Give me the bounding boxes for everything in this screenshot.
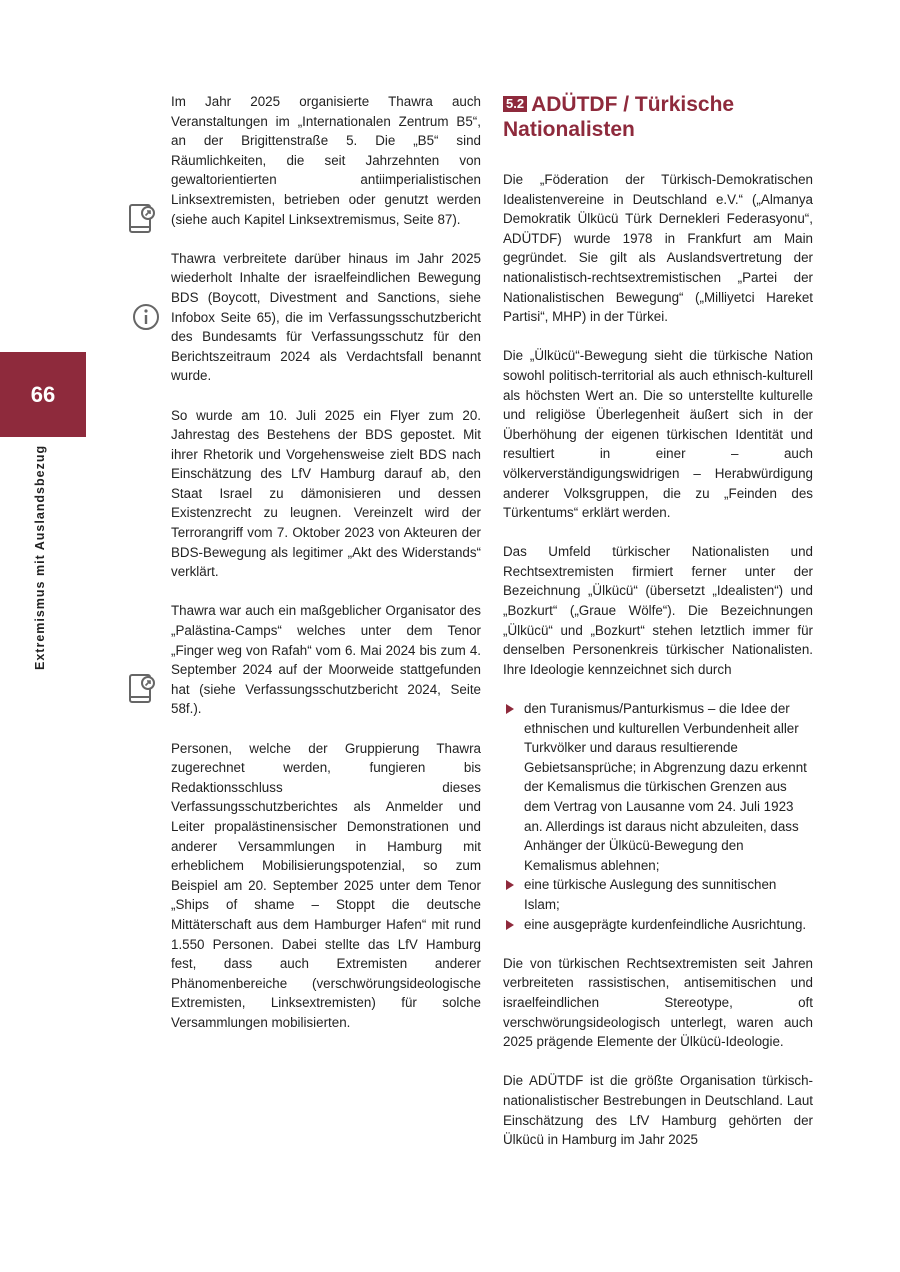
section-heading: [503, 92, 813, 142]
paragraph: Das Umfeld türkischer Nationalisten und Rechtsextremisten firmiert ferner unter der Bezeichnung „Ülkücü“ (übersetzt „Idealisten“) und „Bozkurt“ („Graue Wölfe“). Die Bezeichnungen „Ülkücü“ und „Bozkurt“ stehen letztlich immer für denselben Personenkreis türkischer Nationalisten. Ihre Ideologie kennzeichnet sich durch: [503, 544, 813, 677]
paragraph: Die „Ülkücü“-Bewegung sieht die türkische Nation sowohl politisch-territorial als auch ethnisch-kulturell als höchsten Wert an. Die so unterstellte kulturelle und religiöse Überlegenheit äußert sich in der Überhöhung der eigenen türkischen Identität und resultiert in einer – auch völkerverständigungswidrigen – Herabwürdigung anderer Volksgruppen, die zu „Feinden des Türkentums“ erklärt werden.: [503, 348, 813, 521]
section-title: ADÜTDF / Türkische Nationalisten: [503, 93, 735, 141]
book-reference-icon: [127, 203, 157, 233]
left-column: [171, 92, 481, 1052]
list-item: eine türkische Auslegung des sunnitischen Islam;: [503, 875, 813, 914]
paragraph: Thawra war auch ein maßgeblicher Organisator des „Palästina-Camps“ welches unter dem Tenor „Finger weg von Rafah“ vom 6. Mai 2024 bis zum 4. September 2024 auf der Moorweide stattgefunden hat (siehe Verfassungsschutzbericht 2024, Seite 58f.).: [171, 603, 481, 717]
chapter-side-label: Extremismus mit Auslandsbezug: [33, 444, 47, 670]
list-item: den Turanismus/Panturkismus – die Idee der ethnischen und kulturellen Verbundenheit aller Turkvölker und daraus resultierende Gebietsansprüche; in Abgrenzung dazu erkennt der Kemalismus die türkischen Grenzen aus dem Vertrag von Lausanne vom 24. Juli 1923 an. Allerdings ist daraus nicht abzuleiten, dass Anhänger der Ülkücü-Bewegung den Kemalismus ablehnen;: [503, 699, 813, 875]
info-icon: [131, 302, 161, 332]
paragraph: Die ADÜTDF ist die größte Organisation türkisch-nationalistischer Bestrebungen in Deutschland. Laut Einschätzung des LfV Hamburg gehörten der Ülkücü in Hamburg im Jahr 2025: [503, 1073, 813, 1148]
section-number-badge: 5.2: [503, 96, 527, 112]
ideology-bullet-list: [503, 699, 813, 934]
page-number: 66: [30, 381, 56, 407]
paragraph: Thawra verbreitete darüber hinaus im Jahr 2025 wiederholt Inhalte der israelfeindlichen Bewegung BDS (Boycott, Divestment and Sanctions, siehe Infobox Seite 65), die im Verfassungsschutzbericht des Bundesamts für Verfassungsschutz für den Berichtszeitraum 2024 als Verdachtsfall benannt wurde.: [171, 250, 481, 384]
list-item: eine ausgeprägte kurdenfeindliche Ausrichtung.: [503, 915, 813, 935]
page-number-tab: [0, 352, 86, 437]
book-reference-icon: [127, 673, 157, 703]
paragraph: Die von türkischen Rechtsextremisten seit Jahren verbreiteten rassistischen, antisemitischen und israelfeindlichen Stereotype, oft verschwörungsideologisch unterlegt, waren auch 2025 prägende Elemente der Ülkücü-Ideologie.: [503, 955, 813, 1050]
paragraph: Personen, welche der Gruppierung Thawra zugerechnet werden, fungieren bis Redaktionsschluss dieses Verfassungsschutzberichtes als Anmelder und Leiter propalästinensischer Demonstrationen und anderer Versammlungen in Hamburg mit erheblichem Mobilisierungspotenzial, so zum Beispiel am 20. September 2025 unter dem Tenor „Ships of shame – Stoppt die deutsche Mittäterschaft aus dem Hamburger Hafen“ mit rund 1.550 Personen. Dabei stellte das LfV Hamburg fest, dass auch Extremisten anderer Phänomenbereiche (verschwörungsideologische Extremisten, Linksextremisten) für solche Versammlungen mobilisierten.: [171, 740, 481, 1030]
paragraph: Im Jahr 2025 organisierte Thawra auch Veranstaltungen im „Internationalen Zentrum B5“, an der Brigittenstraße 5. Die „B5“ sind Räumlichkeiten, die seit Jahrzehnten von gewaltorientierten antiimperialistischen Linksextremisten, betrieben oder genutzt werden (siehe auch Kapitel Linksextremismus, Seite 87).: [171, 94, 481, 227]
paragraph: So wurde am 10. Juli 2025 ein Flyer zum 20. Jahrestag des Bestehens der BDS gepostet. Mit ihrer Rhetorik und Vorgehensweise zielt BDS nach Einschätzung des LfV Hamburg darauf ab, den Staat Israel zu dämonisieren und dessen Existenzrecht zu leugnen. Vereinzelt wird der Terrorangriff vom 7. Oktober 2023 von Akteuren der BDS-Bewegung als legitimer „Akt des Widerstands“ verklärt.: [171, 407, 481, 580]
right-column: [503, 92, 813, 1169]
paragraph: Die „Föderation der Türkisch-Demokratischen Idealistenvereine in Deutschland e.V.“ („Almanya Demokratik Ülkücü Türk Dernekleri Federasyonu“, ADÜTDF) wurde 1978 in Frankfurt am Main gegründet. Sie gilt als Auslandsvertretung der nationalistisch-rechtsextremistischen „Partei der Nationalistischen Bewegung“ („Milliyetci Hareket Partisi“, MHP) in der Türkei.: [503, 172, 813, 325]
